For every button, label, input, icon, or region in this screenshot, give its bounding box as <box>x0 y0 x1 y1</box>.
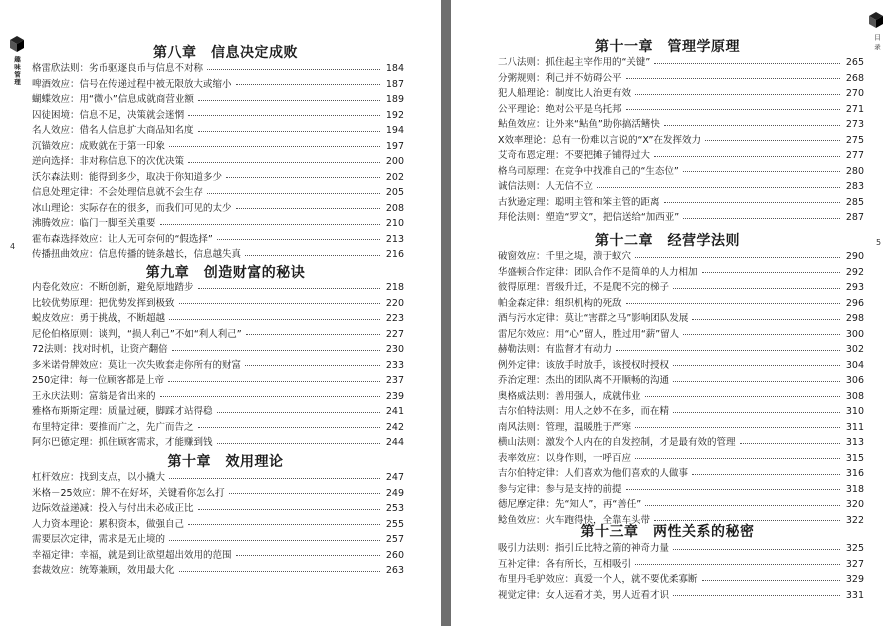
toc-entry[interactable] <box>498 541 864 557</box>
dot-leader <box>664 124 840 126</box>
dot-leader <box>172 349 380 351</box>
toc-entry[interactable] <box>32 486 404 502</box>
dot-leader <box>635 457 840 459</box>
toc-entry[interactable] <box>498 55 864 71</box>
entry-title: 帕金森定律：组织机构的死敌 <box>498 297 622 309</box>
toc-list <box>32 280 404 451</box>
dot-leader <box>217 442 380 444</box>
dot-leader <box>160 223 380 225</box>
dot-leader <box>597 186 840 188</box>
toc-entry[interactable] <box>498 420 864 436</box>
toc-list <box>32 470 404 579</box>
entry-page: 275 <box>845 134 864 146</box>
toc-entry[interactable] <box>498 210 864 226</box>
entry-page: 300 <box>845 328 864 340</box>
entry-page: 311 <box>845 421 864 433</box>
entry-title: 酒与污水定律：莫让“害群之马”影响团队发展 <box>498 313 689 324</box>
entry-title: 沉锚效应：成败就在于第一印象 <box>32 140 166 152</box>
toc-entry[interactable] <box>32 280 404 296</box>
toc-entry[interactable] <box>498 451 864 467</box>
dot-leader <box>654 155 840 157</box>
entry-page: 220 <box>385 297 404 309</box>
entry-page: 233 <box>385 359 404 371</box>
entry-page: 277 <box>845 150 864 161</box>
dot-leader <box>635 563 840 565</box>
dot-leader <box>635 426 840 428</box>
toc-entry[interactable] <box>498 482 864 498</box>
toc-entry[interactable] <box>498 588 864 604</box>
toc-entry[interactable] <box>498 133 864 149</box>
toc-entry[interactable] <box>32 170 404 186</box>
dot-leader <box>740 442 840 444</box>
entry-title: 内卷化效应：不断创新，避免原地踏步 <box>32 282 194 293</box>
entry-title: 杠杆效应：找到支点，以小撬大 <box>32 472 166 483</box>
dot-leader <box>683 170 840 172</box>
entry-page: 210 <box>385 218 404 229</box>
entry-page: 316 <box>845 468 864 479</box>
toc-entry[interactable] <box>498 572 864 588</box>
entry-title: 套裁效应：统筹兼顾，效用最大化 <box>32 565 175 576</box>
toc-entry[interactable] <box>498 296 864 312</box>
dot-leader <box>229 492 380 494</box>
toc-entry[interactable] <box>32 201 404 217</box>
entry-title: 尼伦伯格原则：谈判，“损人利己”不如“利人利己” <box>32 328 242 340</box>
toc-entry[interactable] <box>32 404 404 420</box>
entry-title: 布里丹毛驴效应：真爱一个人，就不要优柔寡断 <box>498 574 698 585</box>
entry-title: 鲇鱼效应：让外来“鲇鱼”助你搞活鳍快 <box>498 119 660 130</box>
entry-title: 格乌司原理：在竞争中找准自己的“生态位” <box>498 165 679 177</box>
entry-title: 传播扭曲效应：信息传播的链条越长，信息越失真 <box>32 249 242 260</box>
dot-leader <box>188 161 380 163</box>
entry-title: 蜕皮效应：勇于挑战，不断超越 <box>32 313 166 324</box>
dot-leader <box>705 139 840 141</box>
page-gutter <box>441 0 451 626</box>
toc-entry[interactable] <box>498 249 864 265</box>
toc-entry[interactable] <box>498 179 864 195</box>
chapter-title: 第十三章 两性关系的秘密 <box>580 524 755 540</box>
toc-entry[interactable] <box>498 497 864 513</box>
entry-title: 沸腾效应：临门一脚至关重要 <box>32 218 156 229</box>
entry-page: 283 <box>845 181 864 192</box>
entry-page: 268 <box>845 72 864 84</box>
dot-leader <box>198 99 380 101</box>
dot-leader <box>160 395 380 397</box>
dot-leader <box>702 579 840 581</box>
entry-title: 分粥规则：利己并不妨碍公平 <box>498 72 622 84</box>
toc-list <box>498 249 864 528</box>
entry-title: 吉尔伯特定律：人们喜欢为他们喜欢的人做事 <box>498 468 689 479</box>
toc-entry[interactable] <box>498 358 864 374</box>
dot-leader <box>236 554 380 556</box>
entry-title: 250定律：每一位顾客都是上帝 <box>32 375 165 386</box>
entry-page: 322 <box>845 514 864 526</box>
toc-list <box>498 541 864 603</box>
toc-entry[interactable] <box>32 470 404 486</box>
dot-leader <box>207 68 380 70</box>
entry-page: 208 <box>385 202 404 214</box>
dot-leader <box>683 333 840 335</box>
dot-leader <box>236 83 380 85</box>
book-cube-icon <box>869 12 883 28</box>
entry-title: 彼得原理：晋级升迁，不是爬不完的梯子 <box>498 282 670 293</box>
entry-page: 302 <box>845 344 864 355</box>
dot-leader <box>198 508 380 510</box>
dot-leader <box>673 548 840 550</box>
entry-page: 304 <box>845 359 864 371</box>
toc-entry[interactable] <box>498 148 864 164</box>
entry-page: 308 <box>845 390 864 402</box>
toc-entry[interactable] <box>32 389 404 405</box>
toc-entry[interactable] <box>498 389 864 405</box>
entry-page: 271 <box>845 103 864 115</box>
toc-entry[interactable] <box>498 373 864 389</box>
toc-entry[interactable] <box>498 86 864 102</box>
toc-entry[interactable] <box>32 532 404 548</box>
entry-page: 287 <box>845 212 864 223</box>
entry-title: 格雷欣法则：劣币驱逐良币与信息不对称 <box>32 63 204 74</box>
entry-title: 多米诺骨牌效应：莫让一次失败套走你所有的财富 <box>32 359 242 371</box>
entry-title: 互补定律：各有所长，互相吸引 <box>498 558 632 570</box>
entry-page: 290 <box>845 251 864 262</box>
entry-title: 人力资本理论：累积资本，做强自己 <box>32 518 185 530</box>
entry-page: 329 <box>845 574 864 585</box>
toc-entry[interactable] <box>32 92 404 108</box>
chapter-title: 第九章 创造财富的秘诀 <box>145 265 306 281</box>
page-number: 4 <box>10 242 16 251</box>
entry-page: 200 <box>385 156 404 167</box>
entry-title: 诚信法则：人无信不立 <box>498 181 594 192</box>
entry-title: 王永庆法则：富翁是省出来的 <box>32 390 156 402</box>
entry-page: 192 <box>385 109 404 121</box>
entry-page: 194 <box>385 125 404 136</box>
dot-leader <box>673 380 840 382</box>
toc-entry[interactable] <box>498 404 864 420</box>
side-label: 趣味管理 <box>13 56 21 86</box>
entry-page: 318 <box>845 483 864 495</box>
entry-title: 比较优势原理：把优势发挥到极致 <box>32 297 175 309</box>
entry-page: 325 <box>845 543 864 554</box>
toc-entry[interactable] <box>32 517 404 533</box>
entry-page: 260 <box>385 549 404 561</box>
entry-page: 249 <box>385 487 404 499</box>
entry-page: 202 <box>385 171 404 183</box>
entry-title: 逆向选择：非对称信息下的次优决策 <box>32 156 185 167</box>
toc-entry[interactable] <box>32 311 404 327</box>
entry-title: 奥格威法则：善用强人，成就伟业 <box>498 390 641 402</box>
dot-leader <box>673 411 840 413</box>
entry-title: 边际效益递减：投入与付出未必成正比 <box>32 503 194 514</box>
dot-leader <box>169 318 380 320</box>
entry-page: 255 <box>385 518 404 530</box>
toc-entry[interactable] <box>32 232 404 248</box>
dot-leader <box>207 192 380 194</box>
entry-page: 239 <box>385 390 404 402</box>
dot-leader <box>673 364 840 366</box>
right-page <box>451 0 894 626</box>
dot-leader <box>217 238 380 240</box>
entry-page: 216 <box>385 249 404 260</box>
dot-leader <box>169 145 380 147</box>
dot-leader <box>626 108 840 110</box>
toc-entry[interactable] <box>498 164 864 180</box>
dot-leader <box>692 473 840 475</box>
entry-page: 257 <box>385 534 404 545</box>
entry-page: 230 <box>385 344 404 355</box>
side-label: 目录 <box>873 34 881 53</box>
entry-title: 鲶鱼效应：火车跑得快，全靠车头带 <box>498 514 651 526</box>
entry-title: 拜伦法则：塑造“罗文”，把信送给“加西亚” <box>498 212 680 223</box>
entry-page: 244 <box>385 437 404 448</box>
entry-page: 320 <box>845 499 864 510</box>
toc-entry[interactable] <box>32 342 404 358</box>
entry-page: 331 <box>845 589 864 601</box>
entry-page: 263 <box>385 565 404 576</box>
dot-leader <box>217 411 380 413</box>
dot-leader <box>645 504 840 506</box>
entry-title: 表率效应：以身作则，一呼百应 <box>498 452 632 464</box>
toc-entry[interactable] <box>32 108 404 124</box>
entry-title: 雷尼尔效应：用“心”留人，胜过用“薪”留人 <box>498 328 680 340</box>
entry-page: 265 <box>845 57 864 68</box>
dot-leader <box>683 217 840 219</box>
entry-title: 冰山理论：实际存在的很多，而我们可见的太少 <box>32 202 232 214</box>
toc-entry[interactable] <box>498 265 864 281</box>
toc-entry[interactable] <box>32 123 404 139</box>
entry-page: 184 <box>385 63 404 74</box>
dot-leader <box>645 395 840 397</box>
entry-title: 南风法则：管理，温暖胜于严寒 <box>498 421 632 433</box>
toc-entry[interactable] <box>498 71 864 87</box>
toc-entry[interactable] <box>498 466 864 482</box>
entry-title: 横山法则：激发个人内在的自发控制，才是最有效的管理 <box>498 437 736 448</box>
dot-leader <box>198 426 380 428</box>
entry-title: 视觉定律：女人远看才美，男人近看才识 <box>498 589 670 601</box>
dot-leader <box>673 594 840 596</box>
entry-title: 沃尔森法则：能得到多少，取决于你知道多少 <box>32 171 223 183</box>
toc-entry[interactable] <box>32 216 404 232</box>
entry-title: 二八法则：抓住起主宰作用的“关键” <box>498 57 651 68</box>
entry-title: 蝴蝶效应：用“微小”信息成就商营业额 <box>32 94 194 105</box>
dot-leader <box>198 130 380 132</box>
entry-title: 米格－25效应：牌不在好坏，关键看你怎么打 <box>32 487 225 499</box>
dot-leader <box>188 114 380 116</box>
entry-page: 327 <box>845 558 864 570</box>
page-number: 5 <box>876 238 882 247</box>
dot-leader <box>236 207 380 209</box>
entry-title: 幸福定律：幸福，就是到让欲望超出效用的范围 <box>32 549 232 561</box>
toc-entry[interactable] <box>32 327 404 343</box>
toc-entry[interactable] <box>32 247 404 263</box>
toc-entry[interactable] <box>32 373 404 389</box>
entry-page: 270 <box>845 88 864 99</box>
entry-title: 公平理论：绝对公平是乌托邦 <box>498 103 622 115</box>
entry-title: 例外定律：该放手时放手，该授权时授权 <box>498 359 670 371</box>
entry-title: 吉尔伯特法则：用人之妙不在多，而在精 <box>498 406 670 417</box>
entry-title: 德尼摩定律：先“知人”，再“善任” <box>498 499 642 510</box>
toc-entry[interactable] <box>32 61 404 77</box>
toc-entry[interactable] <box>498 342 864 358</box>
dot-leader <box>169 539 380 541</box>
entry-page: 298 <box>845 313 864 324</box>
entry-page: 237 <box>385 375 404 386</box>
entry-title: 啤酒效应：信号在传递过程中被无限放大或缩小 <box>32 78 232 90</box>
chapter-title: 第十章 效用理论 <box>167 454 284 470</box>
entry-page: 197 <box>385 140 404 152</box>
entry-title: 霍布森选择效应：让人无可奈何的“假选择” <box>32 233 213 245</box>
dot-leader <box>246 333 380 335</box>
dot-leader <box>702 271 840 273</box>
dot-leader <box>626 302 840 304</box>
entry-page: 310 <box>845 406 864 417</box>
dot-leader <box>245 254 380 256</box>
dot-leader <box>673 287 840 289</box>
toc-entry[interactable] <box>32 501 404 517</box>
entry-page: 242 <box>385 421 404 433</box>
entry-page: 306 <box>845 375 864 386</box>
dot-leader <box>664 201 840 203</box>
dot-leader <box>626 77 840 79</box>
entry-page: 241 <box>385 406 404 417</box>
entry-title: 雅格布斯斯定理：质量过硬，脚踩才站得稳 <box>32 406 213 417</box>
toc-entry[interactable] <box>32 139 404 155</box>
entry-title: 赫勒法则：有监督才有动力 <box>498 344 613 355</box>
entry-title: 艾奇布恩定理：不要把摊子铺得过大 <box>498 150 651 161</box>
toc-entry[interactable] <box>498 102 864 118</box>
entry-title: 古狄逊定理：聪明主管和笨主管的距离 <box>498 196 660 208</box>
entry-page: 293 <box>845 282 864 293</box>
dot-leader <box>245 364 380 366</box>
entry-title: 华盛顿合作定律：团队合作不是简单的人力相加 <box>498 266 698 278</box>
entry-title: X效率理论：总有一份难以言说的“X”在发挥效力 <box>498 134 701 146</box>
toc-list <box>32 61 404 263</box>
toc-entry[interactable] <box>32 548 404 564</box>
entry-page: 223 <box>385 313 404 324</box>
chapter-title: 第八章 信息决定成败 <box>153 45 298 61</box>
left-page <box>0 0 441 626</box>
toc-entry[interactable] <box>32 563 404 579</box>
dot-leader <box>626 488 840 490</box>
entry-page: 218 <box>385 282 404 293</box>
entry-title: 吸引力法则：指引丘比特之箭的神奇力量 <box>498 543 670 554</box>
toc-entry[interactable] <box>498 327 864 343</box>
dot-leader <box>616 349 840 351</box>
toc-entry[interactable] <box>32 358 404 374</box>
entry-title: 破窗效应：千里之堤，溃于蚁穴 <box>498 251 632 262</box>
entry-page: 285 <box>845 196 864 208</box>
entry-title: 乔治定理：杰出的团队离不开顺畅的沟通 <box>498 375 670 386</box>
dot-leader <box>635 256 840 258</box>
entry-page: 247 <box>385 472 404 483</box>
entry-page: 280 <box>845 165 864 177</box>
entry-page: 187 <box>385 78 404 90</box>
entry-page: 315 <box>845 452 864 464</box>
toc-entry[interactable] <box>32 296 404 312</box>
dot-leader <box>168 380 380 382</box>
toc-list <box>498 55 864 226</box>
entry-page: 273 <box>845 119 864 130</box>
dot-leader <box>692 318 840 320</box>
entry-title: 犯人船理论：制度比人治更有效 <box>498 88 632 99</box>
toc-entry[interactable] <box>498 557 864 573</box>
entry-page: 189 <box>385 94 404 105</box>
toc-entry[interactable] <box>498 280 864 296</box>
entry-page: 227 <box>385 328 404 340</box>
entry-title: 72法则：找对时机，让资产翻倍 <box>32 344 168 355</box>
toc-entry[interactable] <box>498 311 864 327</box>
entry-title: 布里特定律：要推而广之，先广而告之 <box>32 421 194 433</box>
entry-title: 名人效应：借名人信息扩大商品知名度 <box>32 125 194 136</box>
entry-title: 需要层次定律，需求是无止境的 <box>32 534 166 545</box>
entry-page: 253 <box>385 503 404 514</box>
entry-page: 292 <box>845 266 864 278</box>
toc-entry[interactable] <box>32 77 404 93</box>
dot-leader <box>169 477 380 479</box>
toc-entry[interactable] <box>498 435 864 451</box>
dot-leader <box>179 302 380 304</box>
entry-page: 213 <box>385 233 404 245</box>
entry-title: 参与定律：参与是支持的前提 <box>498 483 622 495</box>
entry-page: 313 <box>845 437 864 448</box>
dot-leader <box>226 176 380 178</box>
dot-leader <box>654 62 840 64</box>
toc-entry[interactable] <box>32 154 404 170</box>
entry-title: 阿尔巴德定理：抓住顾客需求，才能赚到钱 <box>32 437 213 448</box>
entry-title: 囚徒困境：信息不足，决策就会迷惘 <box>32 109 185 121</box>
dot-leader <box>198 287 380 289</box>
toc-entry[interactable] <box>32 435 404 451</box>
chapter-title: 第十一章 管理学原理 <box>595 39 740 55</box>
toc-entry[interactable] <box>498 117 864 133</box>
chapter-title: 第十二章 经营学法则 <box>595 233 740 249</box>
dot-leader <box>188 523 380 525</box>
entry-title: 信息处理定律：不会处理信息就不会生存 <box>32 187 204 198</box>
toc-entry[interactable] <box>32 420 404 436</box>
dot-leader <box>635 93 840 95</box>
toc-entry[interactable] <box>32 185 404 201</box>
entry-page: 205 <box>385 187 404 198</box>
toc-entry[interactable] <box>498 195 864 211</box>
dot-leader <box>179 570 380 572</box>
entry-page: 296 <box>845 297 864 309</box>
